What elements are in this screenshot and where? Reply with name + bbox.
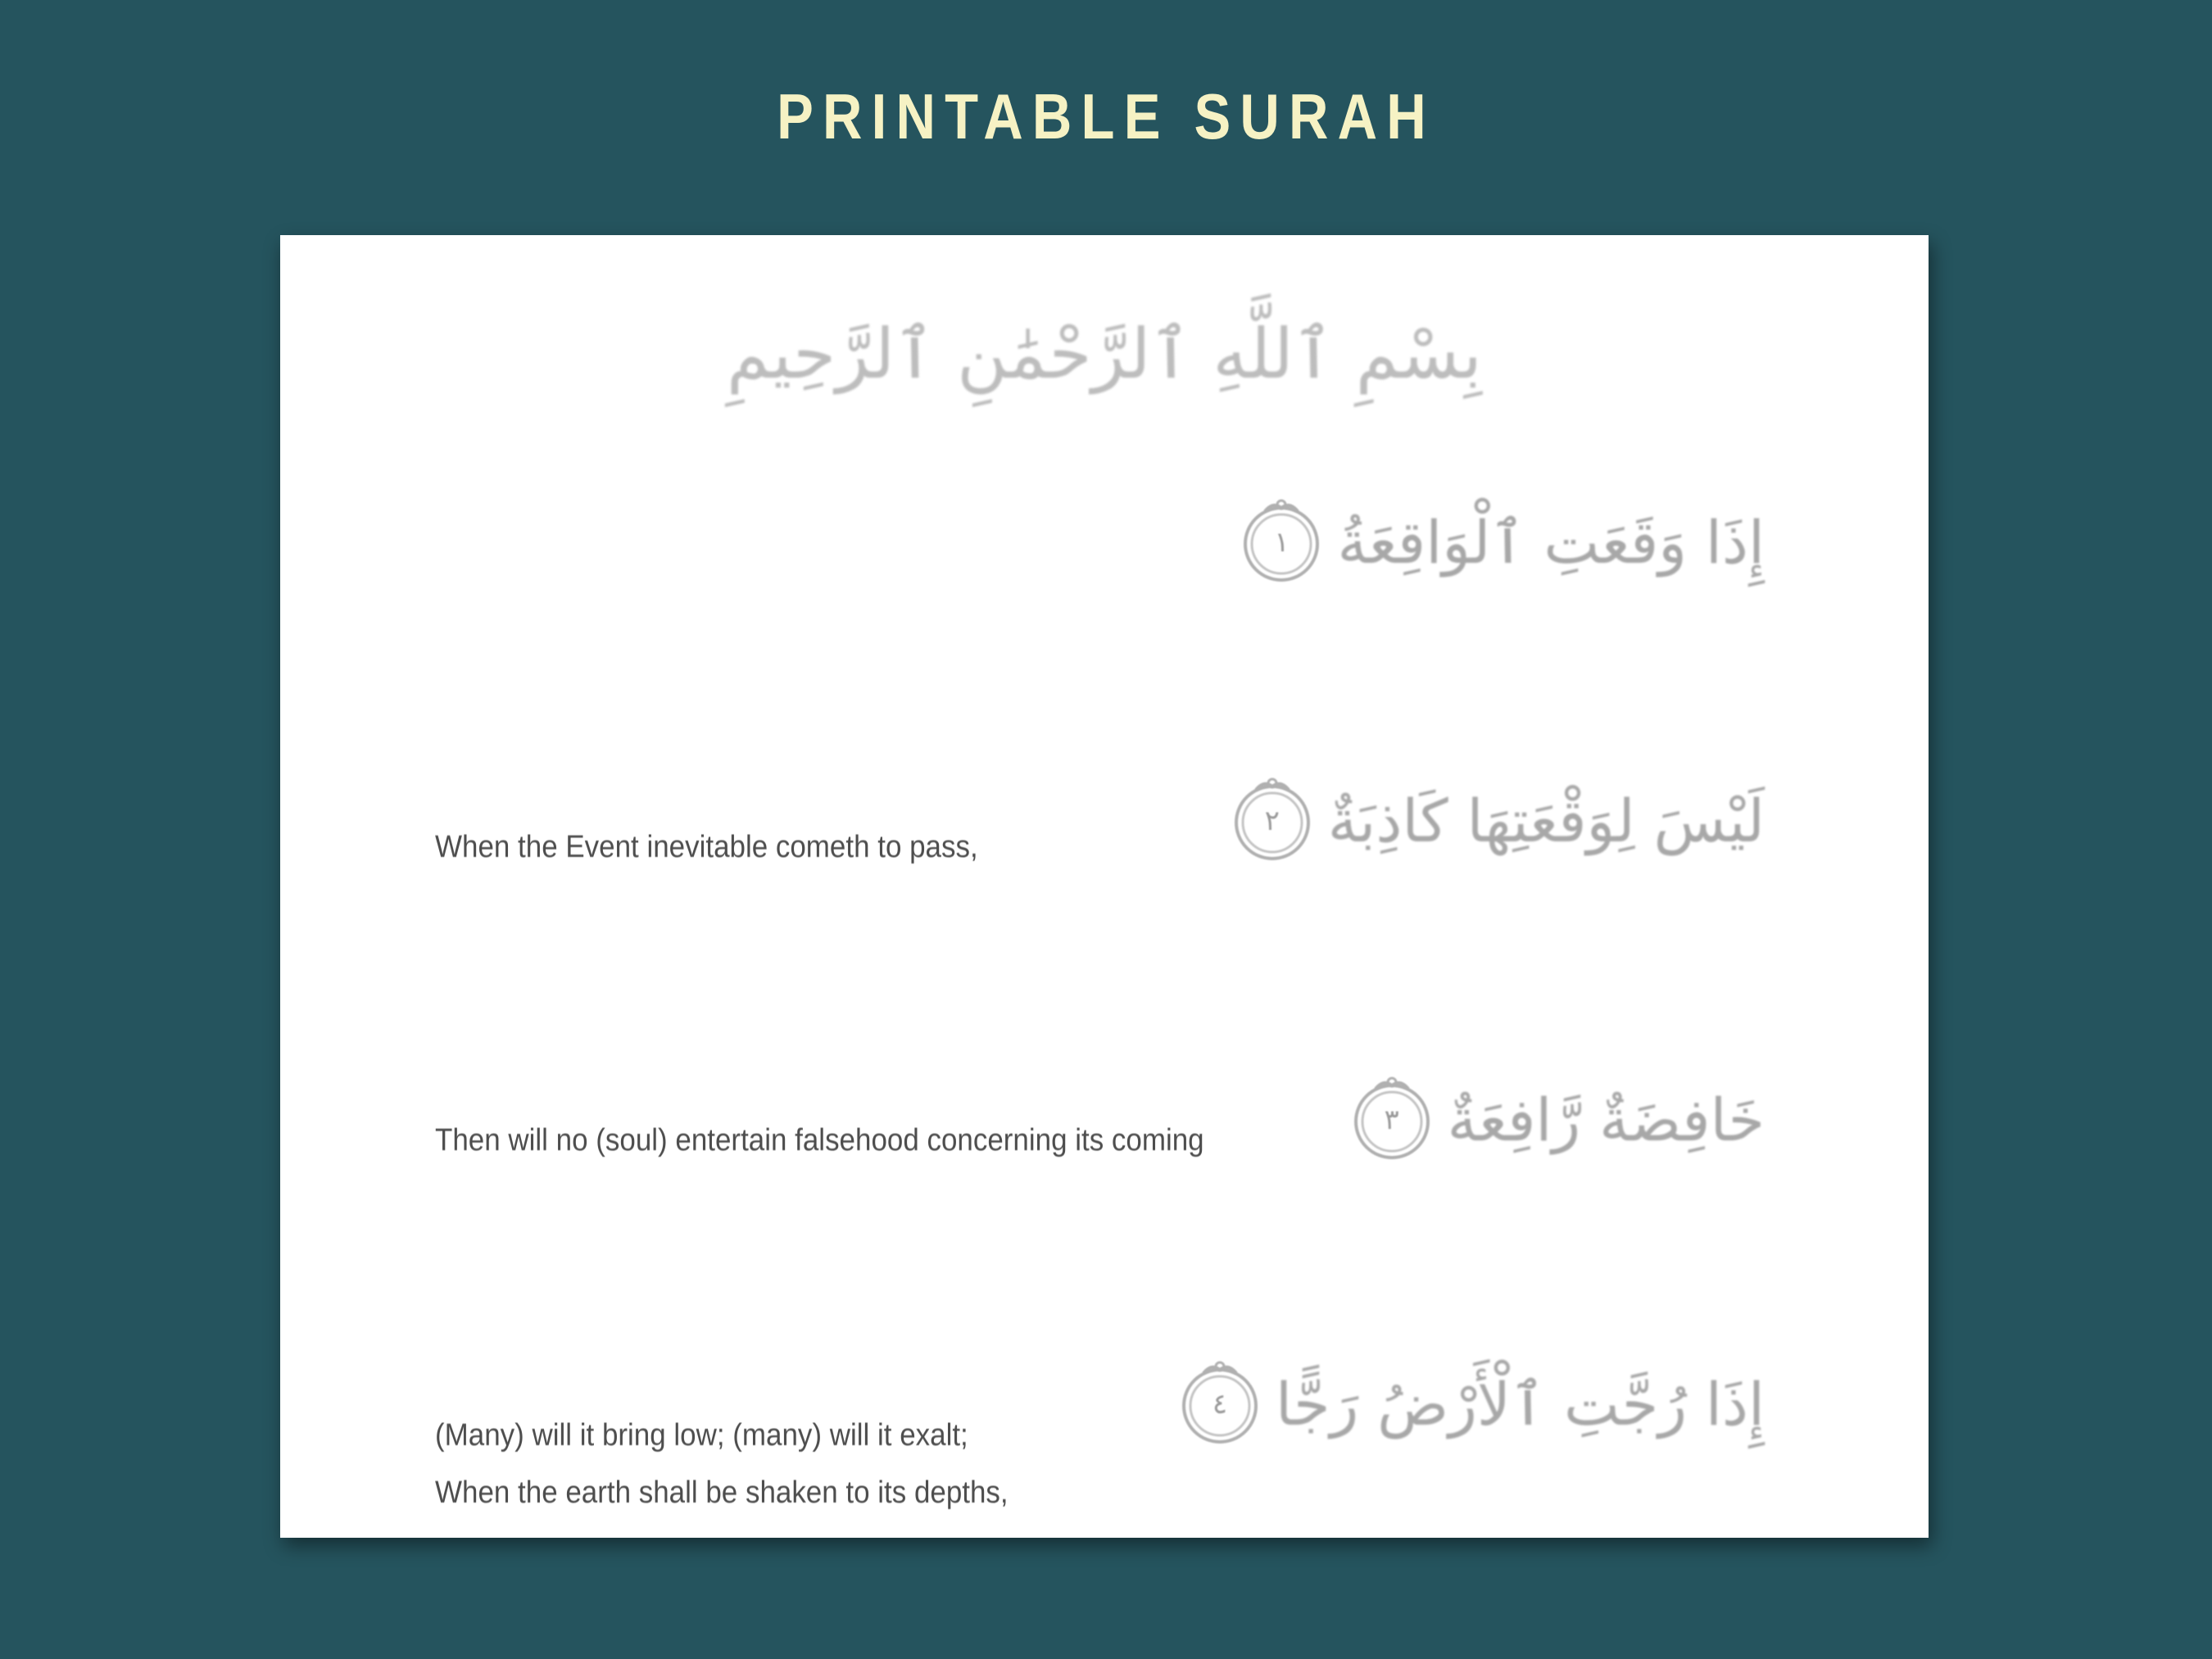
ayah-marker-icon [1174, 1358, 1266, 1450]
page-title: PRINTABLE SURAH [777, 80, 1435, 152]
verse-1-arabic-line [1235, 489, 1765, 596]
verse-1-translation: When the Event inevitable cometh to pass, [435, 830, 978, 864]
verse-4-translation: When the earth shall be shaken to its depths, [435, 1475, 1009, 1510]
ayah-marker-icon [1235, 496, 1327, 588]
verse-3-translation: (Many) will it bring low; (many) will it exalt; [435, 1418, 968, 1453]
verse-2-arabic: لَيْسَ لِوَقْعَتِهَا كَاذِبَةٌ [1327, 786, 1765, 855]
verse-1-arabic: إِذَا وَقَعَتِ ٱلْوَاقِعَةُ [1337, 508, 1765, 577]
verse-4-arabic-line [1174, 1351, 1765, 1457]
verse-2-translation: Then will no (soul) entertain falsehood concerning its coming [435, 1123, 1204, 1158]
verse-4-arabic: إِذَا رُجَّتِ ٱلْأَرْضُ رَجًّا [1276, 1370, 1765, 1439]
ayah-number: ٣ [1384, 1104, 1399, 1136]
verse-3-arabic: خَافِضَةٌ رَّافِعَةٌ [1447, 1086, 1765, 1154]
verse-2-arabic-line [1226, 768, 1765, 874]
ayah-marker-icon [1226, 775, 1318, 867]
surah-sheet [280, 235, 1929, 1538]
basmala: بِسْمِ ٱللَّهِ ٱلرَّحْمَٰنِ ٱلرَّحِيمِ [727, 314, 1482, 394]
ayah-number: ٤ [1212, 1388, 1228, 1421]
ayah-marker-icon [1346, 1074, 1438, 1166]
ayah-number: ١ [1274, 526, 1290, 559]
verse-3-arabic-line [1346, 1067, 1765, 1173]
ayah-number: ٢ [1264, 805, 1280, 837]
